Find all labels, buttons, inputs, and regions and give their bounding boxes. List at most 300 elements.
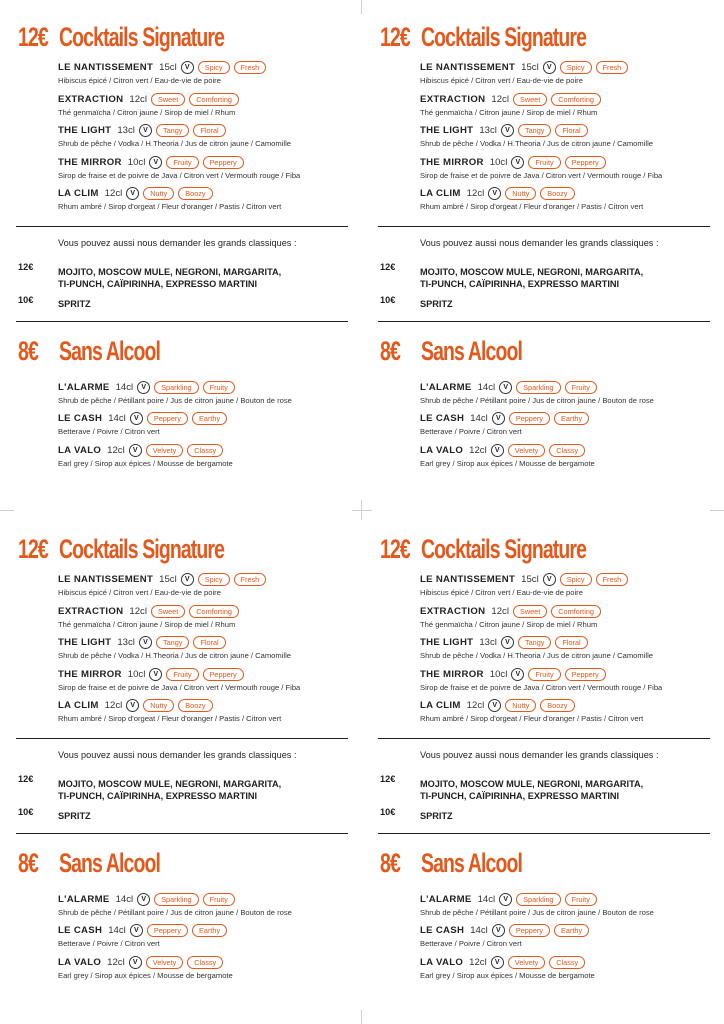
item-volume: 12cl <box>107 444 125 456</box>
flavor-tag: Tangy <box>156 124 189 137</box>
item-name: L'ALARME <box>420 381 472 393</box>
sans-alcool-list <box>58 380 352 475</box>
item-volume: 14cl <box>108 925 126 936</box>
item-name: L'ALARME <box>58 893 110 905</box>
classics-price-2: 10€ <box>380 294 396 305</box>
flavor-tag: Boozy <box>178 187 212 200</box>
item-volume: 12cl <box>469 444 487 456</box>
item-name: LA VALO <box>58 956 102 968</box>
item-name: LA CLIM <box>420 700 461 711</box>
signature-price: 12€ <box>18 534 48 564</box>
classics-intro: Vous pouvez aussi nous demander les grands classiques : <box>58 237 297 248</box>
vegan-icon: V <box>139 124 152 137</box>
vegan-icon: V <box>501 124 514 137</box>
classics-list-1 <box>420 778 643 802</box>
menu-item <box>420 923 714 955</box>
menu-item <box>58 155 352 187</box>
vegan-icon: V <box>492 412 505 425</box>
item-volume: 12cl <box>491 93 509 105</box>
item-volume: 10cl <box>127 668 146 680</box>
flavor-tag: Classy <box>187 956 223 969</box>
flavor-tag: Boozy <box>540 187 574 200</box>
flavor-tag: Nutty <box>143 187 174 200</box>
item-name: LE CASH <box>58 925 103 936</box>
signature-list <box>58 60 352 218</box>
item-description: Rhum ambré / Sirop d'orgeat / Fleur d'oranger / Pastis / Citron vert <box>58 714 282 723</box>
item-name: THE MIRROR <box>420 156 484 168</box>
signature-price: 12€ <box>380 534 410 564</box>
crop-mark <box>352 510 372 511</box>
flavor-tag: Fresh <box>234 61 267 74</box>
signature-title: Cocktails Signature <box>59 534 225 564</box>
item-description: Rhum ambré / Sirop d'orgeat / Fleur d'oranger / Pastis / Citron vert <box>420 202 644 211</box>
item-volume: 15cl <box>521 574 539 585</box>
item-name: LE NANTISSEMENT <box>58 62 154 73</box>
item-description: Hibiscus épicé / Citron vert / Eau-de-vie de poire <box>420 76 583 85</box>
classics-list-1 <box>58 778 281 802</box>
flavor-tag: Sparkling <box>516 893 560 906</box>
item-name: THE LIGHT <box>420 125 474 136</box>
item-volume: 13cl <box>117 637 135 648</box>
flavor-tag: Nutty <box>143 699 174 712</box>
menu-item <box>58 955 352 987</box>
flavor-tag: Earthy <box>192 924 227 937</box>
sans-alcool-header <box>18 848 352 886</box>
item-volume: 14cl <box>477 893 496 905</box>
flavor-tag: Sweet <box>513 605 547 618</box>
signature-list <box>420 60 714 218</box>
menu-item <box>420 667 714 699</box>
signature-title: Cocktails Signature <box>421 22 587 52</box>
item-volume: 14cl <box>115 381 134 393</box>
item-description: Shrub de pêche / Vodka / H.Theoria / Jus de citron jaune / Camomille <box>58 139 291 148</box>
item-description: Hibiscus épicé / Citron vert / Eau-de-vie de poire <box>58 76 221 85</box>
flavor-tag: Peppery <box>147 412 188 425</box>
menu-item <box>58 923 352 955</box>
flavor-tag: Peppery <box>147 924 188 937</box>
item-volume: 12cl <box>107 956 125 968</box>
flavor-tag: Sparkling <box>154 893 198 906</box>
item-description: Rhum ambré / Sirop d'orgeat / Fleur d'oranger / Pastis / Citron vert <box>420 714 644 723</box>
flavor-tag: Boozy <box>540 699 574 712</box>
classics-price-2: 10€ <box>18 806 34 817</box>
menu-item <box>420 698 714 730</box>
menu-item <box>420 380 714 412</box>
signature-header <box>18 534 352 572</box>
sans-alcool-title: Sans Alcool <box>421 847 523 878</box>
classics-list-1-line-2: TI-PUNCH, CAÏPIRINHA, EXPRESSO MARTINI <box>420 278 620 289</box>
classics-block <box>18 227 352 319</box>
menu-item <box>420 186 714 218</box>
item-volume: 10cl <box>489 668 508 680</box>
menu-item <box>420 92 714 124</box>
flavor-tag: Spicy <box>198 61 230 74</box>
flavor-tag: Fruity <box>565 893 597 906</box>
crop-mark <box>361 1010 362 1024</box>
item-name: THE LIGHT <box>58 637 112 648</box>
menu-item <box>58 443 352 475</box>
sans-alcool-price: 8€ <box>18 847 38 878</box>
flavor-tag: Fruity <box>528 668 560 681</box>
flavor-tag: Tangy <box>518 124 551 137</box>
divider <box>16 321 348 322</box>
menu-item <box>420 955 714 987</box>
item-volume: 14cl <box>477 381 496 393</box>
sans-alcool-list <box>58 892 352 987</box>
menu-copy-2 <box>362 0 724 512</box>
sans-alcool-header <box>18 336 352 374</box>
vegan-icon: V <box>491 956 504 969</box>
sans-alcool-price: 8€ <box>18 335 38 366</box>
item-volume: 13cl <box>479 125 497 136</box>
item-description: Sirop de fraise et de poivre de Java / Citron vert / Vermouth rouge / Fiba <box>420 170 663 180</box>
sans-alcool-title: Sans Alcool <box>421 335 523 366</box>
menu-card <box>18 22 352 474</box>
crop-mark <box>361 500 362 520</box>
flavor-tag: Floral <box>193 636 225 649</box>
signature-price: 12€ <box>18 22 48 52</box>
menu-copy-1 <box>0 0 362 512</box>
vegan-icon: V <box>149 156 162 169</box>
classics-list-2: SPRITZ <box>58 298 91 309</box>
flavor-tag: Nutty <box>505 187 536 200</box>
item-volume: 13cl <box>117 125 135 136</box>
vegan-icon: V <box>511 156 524 169</box>
vegan-icon: V <box>129 956 142 969</box>
vegan-icon: V <box>511 668 524 681</box>
flavor-tag: Comforting <box>551 605 601 618</box>
menu-card <box>380 22 714 474</box>
sans-alcool-price: 8€ <box>380 335 400 366</box>
item-description: Betterave / Poivre / Citron vert <box>420 939 522 948</box>
item-description: Betterave / Poivre / Citron vert <box>58 939 160 948</box>
classics-list-2: SPRITZ <box>420 810 453 821</box>
signature-list <box>420 572 714 730</box>
menu-item <box>420 892 714 924</box>
flavor-tag: Peppery <box>203 156 244 169</box>
menu-item <box>58 604 352 636</box>
item-volume: 10cl <box>489 156 508 168</box>
item-description: Thé genmaïcha / Citron jaune / Sirop de miel / Rhum <box>58 619 236 629</box>
item-name: LA VALO <box>420 956 464 968</box>
vegan-icon: V <box>129 444 142 457</box>
menu-item <box>420 604 714 636</box>
item-description: Thé genmaïcha / Citron jaune / Sirop de miel / Rhum <box>58 107 236 117</box>
menu-item <box>58 572 352 604</box>
vegan-icon: V <box>126 187 139 200</box>
flavor-tag: Peppery <box>509 924 550 937</box>
item-description: Betterave / Poivre / Citron vert <box>420 427 522 436</box>
menu-item <box>420 155 714 187</box>
item-description: Thé genmaïcha / Citron jaune / Sirop de miel / Rhum <box>420 619 598 629</box>
item-description: Earl grey / Sirop aux épices / Mousse de bergamote <box>58 458 233 468</box>
item-name: THE LIGHT <box>420 637 474 648</box>
flavor-tag: Fresh <box>596 61 629 74</box>
flavor-tag: Velvety <box>508 444 546 457</box>
flavor-tag: Velvety <box>508 956 546 969</box>
menu-item <box>420 443 714 475</box>
item-name: THE MIRROR <box>58 156 122 168</box>
vegan-icon: V <box>501 636 514 649</box>
item-volume: 10cl <box>127 156 146 168</box>
item-name: EXTRACTION <box>58 605 124 617</box>
flavor-tag: Earthy <box>192 412 227 425</box>
item-volume: 12cl <box>469 956 487 968</box>
vegan-icon: V <box>126 699 139 712</box>
sans-alcool-header <box>380 336 714 374</box>
item-name: L'ALARME <box>58 381 110 393</box>
classics-intro: Vous pouvez aussi nous demander les grands classiques : <box>420 237 659 248</box>
item-name: THE LIGHT <box>58 125 112 136</box>
menu-copy-4 <box>362 512 724 1024</box>
item-name: LE NANTISSEMENT <box>420 62 516 73</box>
menu-item <box>58 635 352 667</box>
signature-list <box>58 572 352 730</box>
vegan-icon: V <box>491 444 504 457</box>
signature-header <box>380 22 714 60</box>
item-volume: 12cl <box>491 605 509 617</box>
flavor-tag: Classy <box>549 444 585 457</box>
classics-list-1-line-2: TI-PUNCH, CAÏPIRINHA, EXPRESSO MARTINI <box>58 790 258 801</box>
sans-alcool-title: Sans Alcool <box>59 335 161 366</box>
flavor-tag: Sparkling <box>154 381 198 394</box>
item-description: Shrub de pêche / Pétillant poire / Jus de citron jaune / Bouton de rose <box>58 395 292 405</box>
flavor-tag: Sweet <box>513 93 547 106</box>
flavor-tag: Fruity <box>528 156 560 169</box>
signature-price: 12€ <box>380 22 410 52</box>
item-description: Sirop de fraise et de poivre de Java / Citron vert / Vermouth rouge / Fiba <box>58 682 301 692</box>
item-volume: 15cl <box>159 62 177 73</box>
item-volume: 14cl <box>108 413 126 424</box>
vegan-icon: V <box>492 924 505 937</box>
classics-list-1 <box>58 266 281 290</box>
item-name: EXTRACTION <box>420 605 486 617</box>
divider <box>378 321 710 322</box>
item-name: EXTRACTION <box>58 93 124 105</box>
item-name: THE MIRROR <box>420 668 484 680</box>
sans-alcool-title: Sans Alcool <box>59 847 161 878</box>
menu-item <box>58 60 352 92</box>
flavor-tag: Fresh <box>596 573 629 586</box>
item-description: Earl grey / Sirop aux épices / Mousse de bergamote <box>420 970 595 980</box>
sans-alcool-list <box>420 380 714 475</box>
vegan-icon: V <box>488 187 501 200</box>
flavor-tag: Velvety <box>146 956 184 969</box>
item-description: Earl grey / Sirop aux épices / Mousse de bergamote <box>420 458 595 468</box>
classics-price-1: 12€ <box>18 261 34 272</box>
classics-list-1-line-1: MOJITO, MOSCOW MULE, NEGRONI, MARGARITA, <box>420 266 644 277</box>
crop-mark <box>361 0 362 14</box>
flavor-tag: Fruity <box>203 381 235 394</box>
vegan-icon: V <box>130 412 143 425</box>
menu-item <box>58 667 352 699</box>
vegan-icon: V <box>543 573 556 586</box>
menu-item <box>420 411 714 443</box>
sans-alcool-list <box>420 892 714 987</box>
item-name: LE NANTISSEMENT <box>58 574 154 585</box>
classics-price-1: 12€ <box>380 261 396 272</box>
item-name: LA VALO <box>58 444 102 456</box>
flavor-tag: Nutty <box>505 699 536 712</box>
vegan-icon: V <box>149 668 162 681</box>
flavor-tag: Spicy <box>560 573 592 586</box>
item-volume: 15cl <box>521 62 539 73</box>
classics-list-1-line-1: MOJITO, MOSCOW MULE, NEGRONI, MARGARITA, <box>58 266 282 277</box>
item-name: LA VALO <box>420 444 464 456</box>
classics-block <box>380 227 714 319</box>
item-volume: 15cl <box>159 574 177 585</box>
menu-item <box>58 698 352 730</box>
item-name: L'ALARME <box>420 893 472 905</box>
vegan-icon: V <box>488 699 501 712</box>
item-description: Sirop de fraise et de poivre de Java / Citron vert / Vermouth rouge / Fiba <box>420 682 663 692</box>
item-description: Shrub de pêche / Pétillant poire / Jus de citron jaune / Bouton de rose <box>420 907 654 917</box>
classics-price-2: 10€ <box>380 806 396 817</box>
vegan-icon: V <box>137 381 150 394</box>
flavor-tag: Fruity <box>166 156 198 169</box>
menu-item <box>420 123 714 155</box>
item-name: EXTRACTION <box>420 93 486 105</box>
vegan-icon: V <box>130 924 143 937</box>
signature-header <box>18 22 352 60</box>
divider <box>378 833 710 834</box>
item-name: LE CASH <box>420 413 465 424</box>
classics-price-1: 12€ <box>380 773 396 784</box>
flavor-tag: Earthy <box>554 412 589 425</box>
item-description: Shrub de pêche / Vodka / H.Theoria / Jus de citron jaune / Camomille <box>420 139 653 148</box>
item-volume: 12cl <box>129 605 147 617</box>
classics-block <box>18 739 352 831</box>
item-volume: 14cl <box>115 893 134 905</box>
item-name: LA CLIM <box>58 188 99 199</box>
flavor-tag: Fruity <box>203 893 235 906</box>
classics-list-1-line-2: TI-PUNCH, CAÏPIRINHA, EXPRESSO MARTINI <box>420 790 620 801</box>
classics-intro: Vous pouvez aussi nous demander les grands classiques : <box>58 749 297 760</box>
item-description: Shrub de pêche / Pétillant poire / Jus de citron jaune / Bouton de rose <box>58 907 292 917</box>
menu-item <box>420 635 714 667</box>
flavor-tag: Boozy <box>178 699 212 712</box>
flavor-tag: Peppery <box>203 668 244 681</box>
item-volume: 14cl <box>470 925 488 936</box>
flavor-tag: Sparkling <box>516 381 560 394</box>
menu-item <box>58 380 352 412</box>
flavor-tag: Floral <box>555 124 587 137</box>
flavor-tag: Velvety <box>146 444 184 457</box>
flavor-tag: Peppery <box>509 412 550 425</box>
item-description: Shrub de pêche / Pétillant poire / Jus de citron jaune / Bouton de rose <box>420 395 654 405</box>
flavor-tag: Comforting <box>551 93 601 106</box>
flavor-tag: Tangy <box>156 636 189 649</box>
flavor-tag: Tangy <box>518 636 551 649</box>
flavor-tag: Floral <box>193 124 225 137</box>
item-description: Shrub de pêche / Vodka / H.Theoria / Jus de citron jaune / Camomille <box>58 651 291 660</box>
flavor-tag: Classy <box>187 444 223 457</box>
crop-mark <box>710 510 724 511</box>
classics-price-1: 12€ <box>18 773 34 784</box>
menu-item <box>420 60 714 92</box>
divider <box>16 833 348 834</box>
vegan-icon: V <box>137 893 150 906</box>
menu-card <box>380 534 714 986</box>
item-description: Hibiscus épicé / Citron vert / Eau-de-vie de poire <box>420 588 583 597</box>
vegan-icon: V <box>139 636 152 649</box>
item-name: LE CASH <box>58 413 103 424</box>
classics-list-2: SPRITZ <box>58 810 91 821</box>
item-volume: 12cl <box>466 188 485 199</box>
item-name: LE NANTISSEMENT <box>420 574 516 585</box>
item-volume: 12cl <box>129 93 147 105</box>
flavor-tag: Peppery <box>565 156 606 169</box>
sans-alcool-price: 8€ <box>380 847 400 878</box>
menu-item <box>58 92 352 124</box>
menu-item <box>58 892 352 924</box>
signature-title: Cocktails Signature <box>59 22 225 52</box>
menu-item <box>58 411 352 443</box>
item-description: Thé genmaïcha / Citron jaune / Sirop de miel / Rhum <box>420 107 598 117</box>
classics-list-2: SPRITZ <box>420 298 453 309</box>
menu-item <box>58 123 352 155</box>
flavor-tag: Earthy <box>554 924 589 937</box>
classics-list-1-line-1: MOJITO, MOSCOW MULE, NEGRONI, MARGARITA, <box>420 778 644 789</box>
flavor-tag: Fruity <box>166 668 198 681</box>
item-description: Sirop de fraise et de poivre de Java / Citron vert / Vermouth rouge / Fiba <box>58 170 301 180</box>
classics-price-2: 10€ <box>18 294 34 305</box>
flavor-tag: Floral <box>555 636 587 649</box>
item-volume: 12cl <box>104 188 123 199</box>
vegan-icon: V <box>499 381 512 394</box>
flavor-tag: Fruity <box>565 381 597 394</box>
flavor-tag: Sweet <box>151 605 185 618</box>
menu-item <box>420 572 714 604</box>
vegan-icon: V <box>181 61 194 74</box>
vegan-icon: V <box>543 61 556 74</box>
flavor-tag: Fresh <box>234 573 267 586</box>
item-name: LA CLIM <box>58 700 99 711</box>
vegan-icon: V <box>181 573 194 586</box>
item-name: LE CASH <box>420 925 465 936</box>
item-description: Shrub de pêche / Vodka / H.Theoria / Jus de citron jaune / Camomille <box>420 651 653 660</box>
menu-copy-3 <box>0 512 362 1024</box>
classics-list-1-line-1: MOJITO, MOSCOW MULE, NEGRONI, MARGARITA, <box>58 778 282 789</box>
item-name: LA CLIM <box>420 188 461 199</box>
classics-intro: Vous pouvez aussi nous demander les grands classiques : <box>420 749 659 760</box>
item-description: Rhum ambré / Sirop d'orgeat / Fleur d'oranger / Pastis / Citron vert <box>58 202 282 211</box>
flavor-tag: Classy <box>549 956 585 969</box>
item-volume: 14cl <box>470 413 488 424</box>
crop-mark <box>0 510 14 511</box>
menu-card <box>18 534 352 986</box>
flavor-tag: Sweet <box>151 93 185 106</box>
sans-alcool-header <box>380 848 714 886</box>
item-volume: 13cl <box>479 637 497 648</box>
signature-title: Cocktails Signature <box>421 534 587 564</box>
flavor-tag: Comforting <box>189 605 239 618</box>
classics-block <box>380 739 714 831</box>
menu-item <box>58 186 352 218</box>
flavor-tag: Peppery <box>565 668 606 681</box>
flavor-tag: Spicy <box>560 61 592 74</box>
classics-list-1 <box>420 266 643 290</box>
item-volume: 12cl <box>104 700 123 711</box>
vegan-icon: V <box>499 893 512 906</box>
signature-header <box>380 534 714 572</box>
flavor-tag: Spicy <box>198 573 230 586</box>
item-name: THE MIRROR <box>58 668 122 680</box>
item-description: Betterave / Poivre / Citron vert <box>58 427 160 436</box>
item-volume: 12cl <box>466 700 485 711</box>
classics-list-1-line-2: TI-PUNCH, CAÏPIRINHA, EXPRESSO MARTINI <box>58 278 258 289</box>
item-description: Earl grey / Sirop aux épices / Mousse de bergamote <box>58 970 233 980</box>
